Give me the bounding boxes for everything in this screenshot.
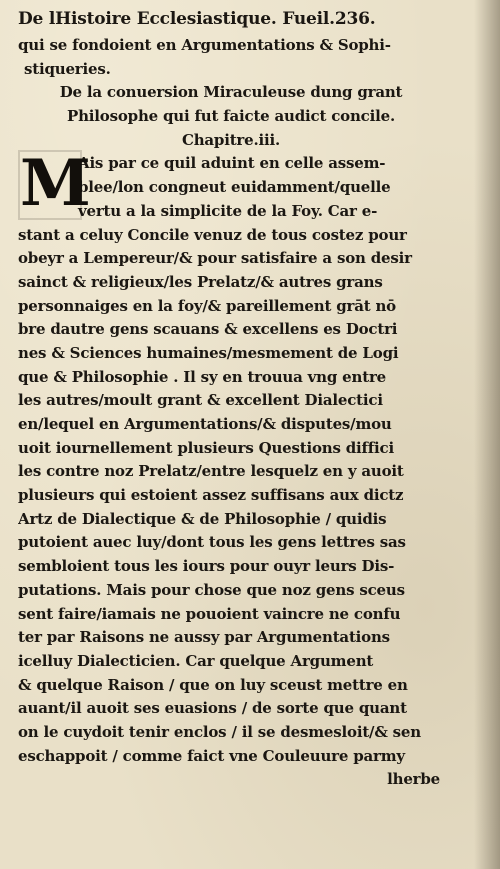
text-line: qui se fondoient en Argumentations & Sophi- <box>18 36 391 54</box>
text-line: que & Philosophie . Il sy en trouua vng entre <box>18 367 386 386</box>
text-line: vertu a la simplicite de la Foy. Car e- <box>78 201 378 220</box>
text-line: putations. Mais pour chose que noz gens sceus <box>18 580 405 599</box>
page-text <box>18 4 444 792</box>
text-line: sent faire/iamais ne pouoient vaincre ne confu <box>18 604 401 623</box>
text-line: Artz de Dialectique & de Philosophie / quidis <box>18 509 387 528</box>
text-line: sembloient tous les iours pour ouyr leurs Dis- <box>18 557 395 576</box>
section-heading-line: Philosophe qui fut faicte audict concile. <box>67 107 395 126</box>
text-line: Ais par ce quil aduint en celle assem- <box>78 154 386 173</box>
running-header: De lHistoire Ecclesiastique. Fueil.236. <box>18 9 376 29</box>
text-line: obeyr a Lempereur/& pour satisfaire a son desir <box>18 249 412 268</box>
text-line: nes & Sciences humaines/mesmement de Logi <box>18 343 399 362</box>
text-line: auant/il auoit ses euasions / de sorte que quant <box>18 699 407 718</box>
page-edge-shadow <box>474 0 500 869</box>
text-line: sainct & religieux/les Prelatz/& autres grans <box>18 272 383 291</box>
text-line: plusieurs qui estoient assez suffisans aux dictz <box>18 486 404 505</box>
text-line: en/lequel en Argumentations/& disputes/mou <box>18 415 392 433</box>
text-line: stant a celuy Concile venuz de tous costez pour <box>18 225 407 244</box>
text-line: ter par Raisons ne aussy par Argumentations <box>18 628 390 647</box>
text-line: bre dautre gens scauans & excellens es Doctri <box>18 320 398 339</box>
text-line: putoient auec luy/dont tous les gens lettres sas <box>18 533 406 552</box>
text-line: blee/lon congneut euidamment/quelle <box>78 178 391 197</box>
section-heading-line: De la conuersion Miraculeuse dung grant <box>59 83 403 102</box>
text-line: personnaiges en la foy/& pareillement grāt nō <box>18 296 396 315</box>
text-line: uoit iournellement plusieurs Questions diffici <box>18 438 394 457</box>
text-line: on le cuydoit tenir enclos / il se desmesloit/& sen <box>18 722 421 741</box>
chapter-heading: Chapitre.iii. <box>181 130 281 149</box>
text-line: les autres/moult grant & excellent Dialectici <box>18 391 383 410</box>
text-line: les contre noz Prelatz/entre lesquelz en y auoit <box>18 462 404 481</box>
text-line: stiqueries. <box>24 59 111 78</box>
drop-initial: M <box>20 146 91 221</box>
text-line: icelluy Dialecticien. Car quelque Argument <box>18 651 374 670</box>
text-line: & quelque Raison / que on luy sceust mettre en <box>18 675 408 694</box>
catchword: lherbe <box>387 770 440 789</box>
text-line: eschappoit / comme faict vne Couleuure parmy <box>18 746 405 765</box>
